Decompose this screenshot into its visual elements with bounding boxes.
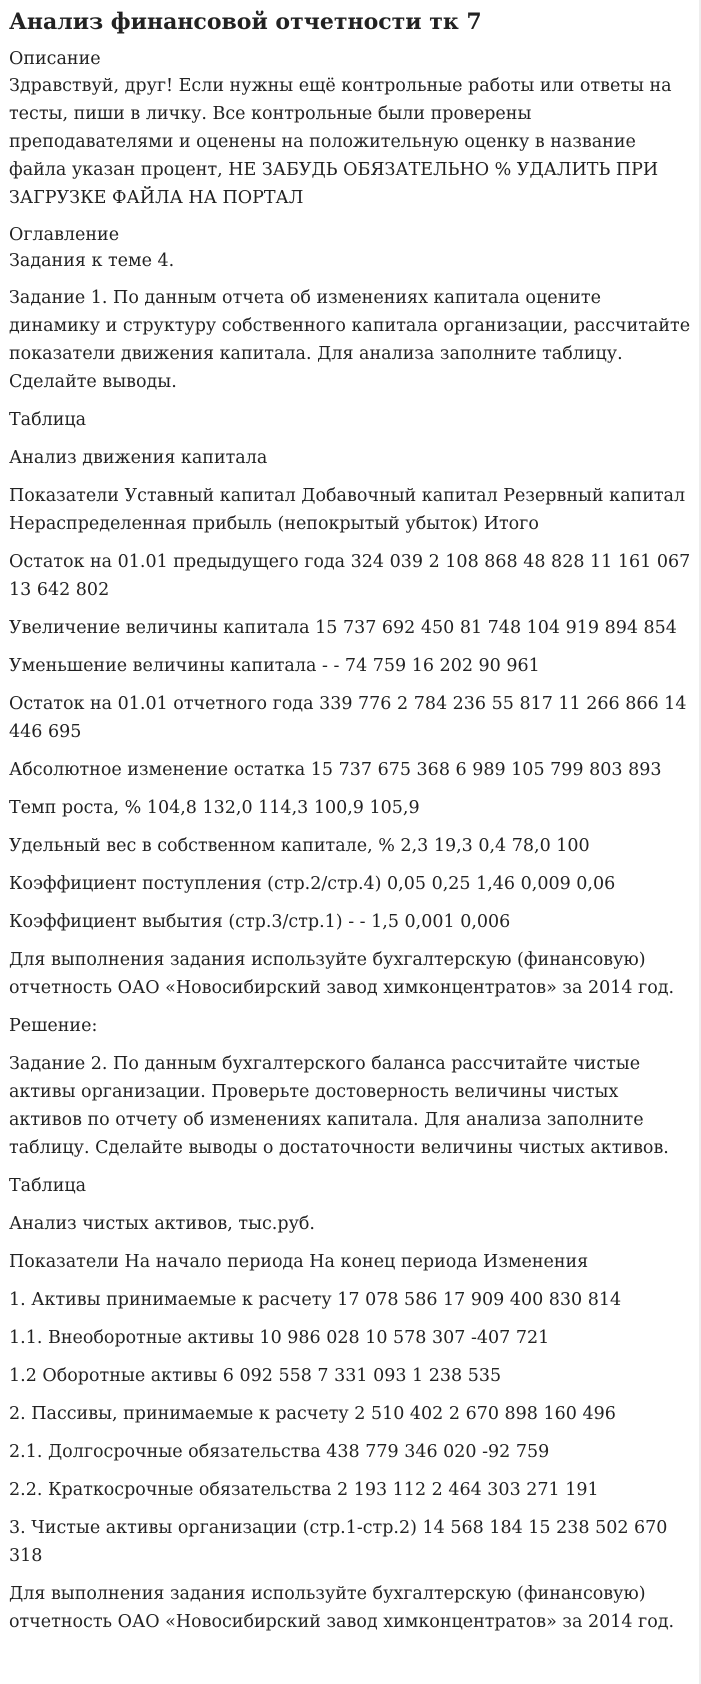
- description-label: Описание: [9, 49, 101, 69]
- table-row: Коэффициент выбытия (стр.3/стр.1) - - 1,5 0,001 0,006: [9, 912, 511, 932]
- table-row: Остаток на 01.01 отчетного года 339 776 2 784 236 55 817 11 266 866 14 446 695: [9, 694, 687, 742]
- table-row: Абсолютное изменение остатка 15 737 675 368 6 989 105 799 803 893: [9, 760, 662, 780]
- table-row: Уменьшение величины капитала - - 74 759 16 202 90 961: [9, 656, 540, 676]
- table-row: Увеличение величины капитала 15 737 692 450 81 748 104 919 894 854: [9, 618, 677, 638]
- table-label: Таблица: [9, 410, 87, 430]
- table-row: Темп роста, % 104,8 132,0 114,3 100,9 105,9: [9, 798, 420, 818]
- table-row: 3. Чистые активы организации (стр.1-стр.2) 14 568 184 15 238 502 670 318: [9, 1518, 668, 1566]
- instruction-text: Для выполнения задания используйте бухгалтерскую (финансовую) отчетность ОАО «Новосибирский завод химконцентратов» за 2014 год.: [9, 1584, 675, 1632]
- page-title: Анализ финансовой отчетности тк 7: [9, 9, 482, 35]
- table-row: Остаток на 01.01 предыдущего года 324 039 2 108 868 48 828 11 161 067 13 642 802: [9, 552, 691, 600]
- table-row: 2.1. Долгосрочные обязательства 438 779 346 020 -92 759: [9, 1442, 550, 1462]
- description-section: [9, 46, 695, 212]
- instruction-text: Для выполнения задания используйте бухгалтерскую (финансовую) отчетность ОАО «Новосибирский завод химконцентратов» за 2014 год.: [9, 950, 675, 998]
- table-label: Таблица: [9, 1176, 87, 1196]
- task-1-text: Задание 1. По данным отчета об изменениях капитала оцените динамику и структуру собственного капитала организации, рассчитайте показатели движения капитала. Для анализа заполните таблицу. Сделайте выводы.: [9, 288, 691, 392]
- table-row: 2.2. Краткосрочные обязательства 2 193 112 2 464 303 271 191: [9, 1480, 599, 1500]
- table-row: 2. Пассивы, принимаемые к расчету 2 510 402 2 670 898 160 496: [9, 1404, 616, 1424]
- table-title: Анализ движения капитала: [9, 448, 268, 468]
- table-row: 1. Активы принимаемые к расчету 17 078 586 17 909 400 830 814: [9, 1290, 622, 1310]
- toc-label: Оглавление: [9, 225, 120, 245]
- table-row: Удельный вес в собственном капитале, % 2,3 19,3 0,4 78,0 100: [9, 836, 590, 856]
- table-row: 1.2 Оборотные активы 6 092 558 7 331 093 1 238 535: [9, 1366, 502, 1386]
- table-header-row: Показатели На начало периода На конец периода Изменения: [9, 1252, 589, 1272]
- table-title: Анализ чистых активов, тыс.руб.: [9, 1214, 315, 1234]
- task-2-text: Задание 2. По данным бухгалтерского баланса рассчитайте чистые активы организации. Проверьте достоверность величины чистых активов по отчету об изменениях капитала. Для анализа заполните таблицу. Сделайте выводы о достаточности величины чистых активов.: [9, 1054, 669, 1158]
- solution-label: Решение:: [9, 1016, 98, 1036]
- description-text: Здравствуй, друг! Если нужны ещё контрольные работы или ответы на тесты, пиши в личку. Все контрольные были проверены преподавателями и оценены на положительную оценку в название файла указан процент, НЕ ЗАБУДЬ ОБЯЗАТЕЛЬНО % УДАЛИТЬ ПРИ ЗАГРУЗКЕ ФАЙЛА НА ПОРТАЛ: [9, 76, 672, 208]
- table-header-row: Показатели Уставный капитал Добавочный капитал Резервный капитал Нераспределенная прибыль (непокрытый убыток) Итого: [9, 486, 686, 534]
- toc-section: [9, 222, 695, 274]
- table-row: Коэффициент поступления (стр.2/стр.4) 0,05 0,25 1,46 0,009 0,06: [9, 874, 616, 894]
- table-row: 1.1. Внеоборотные активы 10 986 028 10 578 307 -407 721: [9, 1328, 550, 1348]
- toc-item: Задания к теме 4.: [9, 251, 175, 271]
